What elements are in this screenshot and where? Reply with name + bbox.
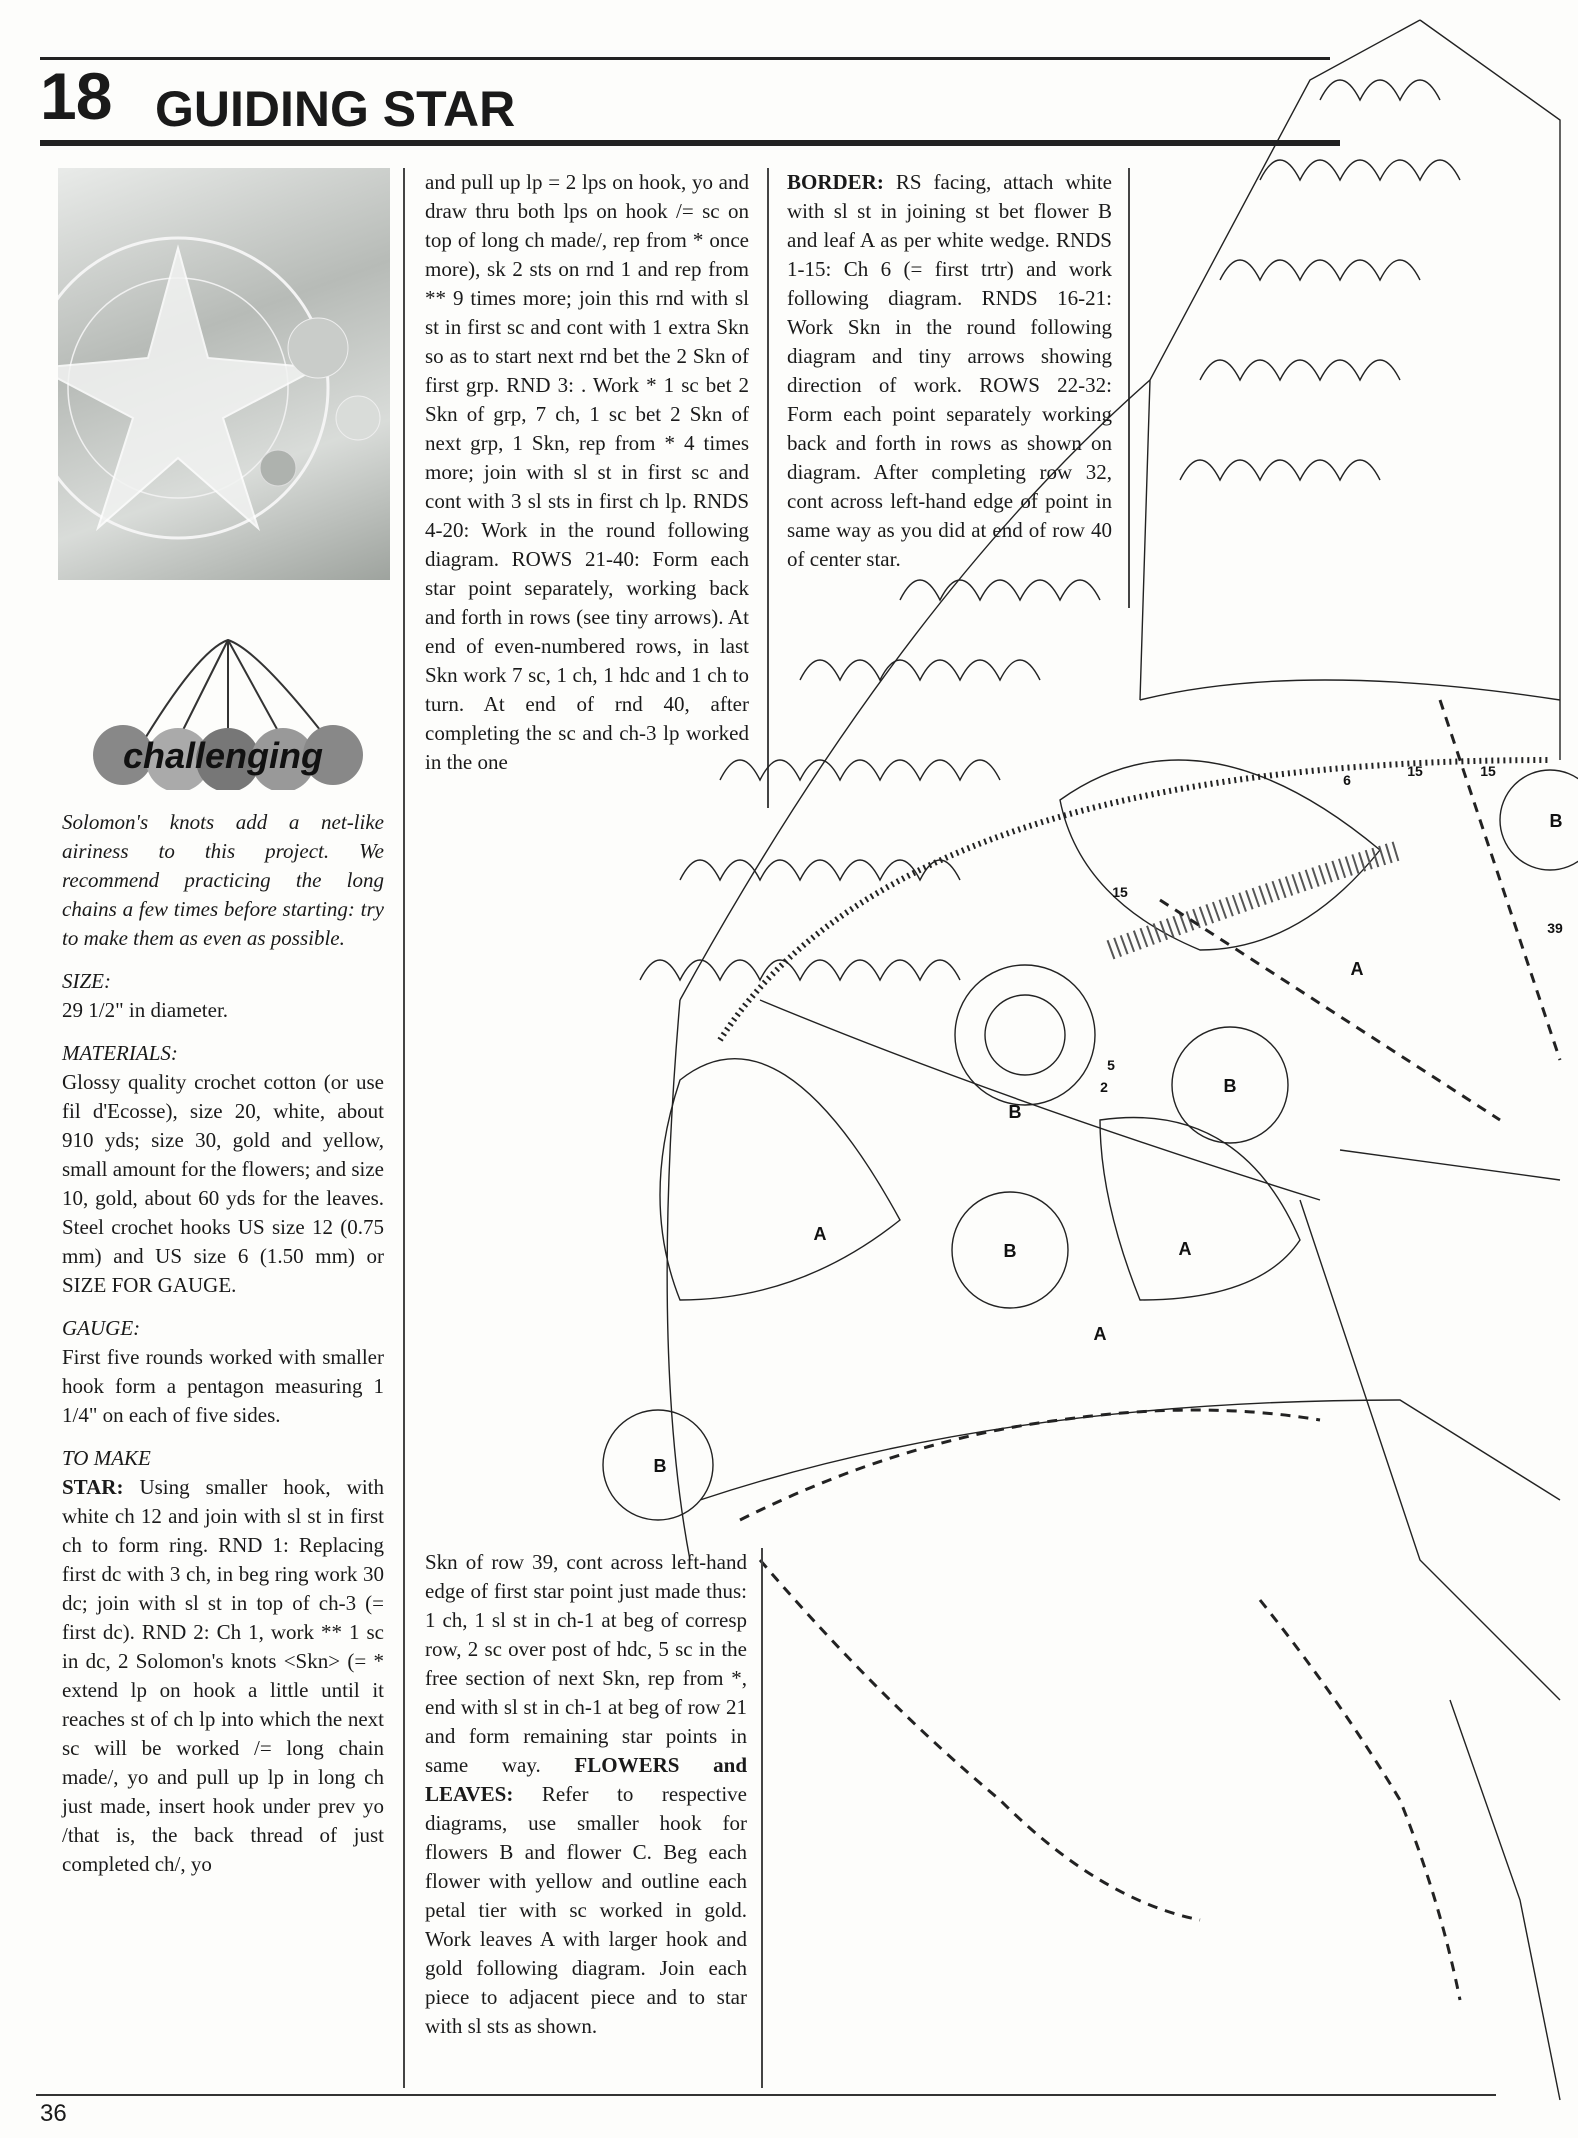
flowers-label: FLOWERS and LEAVES: bbox=[425, 1753, 747, 1806]
diagram-label-a: A bbox=[1178, 1239, 1192, 1259]
diagram-round-number: 2 bbox=[1100, 1079, 1108, 1095]
diagram-label-b: B bbox=[1008, 1102, 1022, 1122]
difficulty-badge bbox=[78, 620, 368, 790]
doily-photo bbox=[58, 168, 390, 580]
left-column bbox=[62, 808, 384, 1879]
pattern-number: 18 bbox=[40, 59, 112, 133]
bottom-rule bbox=[36, 2094, 1496, 2096]
diagram-round-number: 6 bbox=[1343, 772, 1351, 788]
diagram-label-a: A bbox=[813, 1224, 827, 1244]
border-label: BORDER: bbox=[787, 170, 884, 194]
pattern-title: GUIDING STAR bbox=[155, 81, 516, 137]
diagram-label-b: B bbox=[653, 1456, 667, 1476]
diagram-round-number: 15 bbox=[1480, 763, 1496, 779]
size-value: 29 1/2" in diameter. bbox=[62, 998, 229, 1022]
diagram-round-number: 15 bbox=[1112, 884, 1128, 900]
star-label: STAR: bbox=[62, 1475, 124, 1499]
diagram-round-number: 15 bbox=[1407, 763, 1423, 779]
diagram-label-b: B bbox=[1549, 811, 1563, 831]
size-label: SIZE: bbox=[62, 969, 111, 993]
page-number: 36 bbox=[40, 2100, 67, 2127]
diagram-round-number: 5 bbox=[1107, 1057, 1115, 1073]
column-divider-4 bbox=[761, 1548, 763, 2088]
materials-label: MATERIALS: bbox=[62, 1041, 178, 1065]
materials-text: Glossy quality crochet cotton (or use fil d'Ecosse), size 20, white, about 910 yds; size 30, gold and yellow, small amount for the flowers; and size 10, gold, about 60 yds for the leaves. Steel crochet hooks US size 12 (0.75 mm) and US size 6 (1.50 mm) or SIZE FOR GAUGE. bbox=[62, 1070, 384, 1297]
to-make-label: TO MAKE bbox=[62, 1446, 151, 1470]
diagram-label-b: B bbox=[1223, 1076, 1237, 1096]
border-text: RS facing, attach white with sl st in joining st bet flower B and leaf A as per white wedge. RNDS 1-15: Ch 6 (= first trtr) and work following diagram. RNDS 16-21: Work Skn in the round following diagram and tiny arrows showing direction of work. ROWS 22-32: Form each point separately working back and forth in rows as shown on diagram. After completing row 32, cont across left-hand edge of point in same way as you did at end of row 40 of center star. bbox=[787, 170, 1113, 571]
star-text-a: Using smaller hook, with white ch 12 and join with sl st in first ch to form ring. RND 1: Replacing first dc with 3 ch, in beg ring work 30 dc; join with sl st in top of ch-3 (= first dc). RND 2: Ch 1, work ** 1 sc in dc, 2 Solomon's knots <Skn> (= * extend lp on hook a little until it reaches st of ch lp into which the next sc will be worked /= long chain made/, yo and pull up lp in long ch just made, insert hook under prev yo /that is, the back thread of just completed ch/, yo bbox=[62, 1475, 384, 1876]
gauge-label: GAUGE: bbox=[62, 1316, 141, 1340]
middle-column-lower bbox=[425, 1548, 747, 2041]
flowers-text: Refer to respective diagrams, use smaller hook for flowers B and flower C. Beg each flower with yellow and outline each petal tier with sc worked in gold. Work leaves A with larger hook and gold following diagram. Join each piece to adjacent piece and to star with sl sts as shown. bbox=[425, 1782, 747, 2038]
column-divider-1 bbox=[403, 168, 405, 2088]
diagram-label-b: B bbox=[1003, 1241, 1017, 1261]
diagram-label-a: A bbox=[1350, 959, 1364, 979]
intro-text: Solomon's knots add a net-like airiness to this project. We recommend practicing the long chains a few times before starting: try to make them as even as possible. bbox=[62, 810, 384, 950]
gauge-text: First five rounds worked with smaller hook form a pentagon measuring 1 1/4" on each of five sides. bbox=[62, 1345, 384, 1427]
star-text-c: Skn of row 39, cont across left-hand edge of first star point just made thus: 1 ch, 1 sl st in ch-1 at beg of corresp row, 2 sc over post of hdc, 5 sc in the free section of next Skn, rep from *, end with sl st in ch-1 at beg of row 21 and form remaining star points in same way. bbox=[425, 1550, 747, 1777]
diagram-label-a: A bbox=[1093, 1324, 1107, 1344]
difficulty-label: challenging bbox=[122, 735, 324, 776]
diagram-round-number: 39 bbox=[1547, 920, 1563, 936]
star-text-b: and pull up lp = 2 lps on hook, yo and draw thru both lps on hook /= sc on top of long ch made/, rep from * once more), sk 2 sts on rnd 1 and rep from ** 9 times more; join this rnd with sl st in first sc and cont with 1 extra Skn so as to start next rnd bet the 2 Skn of first grp. RND 3: . Work * 1 sc bet 2 Skn of grp, 7 ch, 1 sc bet 2 Skn of next grp, 1 Skn, rep from * 4 times more; join with sl st in first sc and cont with 3 sl sts in first ch lp. RNDS 4-20: Work in the round following diagram. ROWS 21-40: Form each star point separately, working back and forth in rows (see tiny arrows). At end of even-numbered rows, in last Skn work 7 sc, 1 ch, 1 hdc and 1 ch to turn. At end of rnd 40, after completing the sc and ch-3 lp worked in the one bbox=[425, 170, 749, 774]
